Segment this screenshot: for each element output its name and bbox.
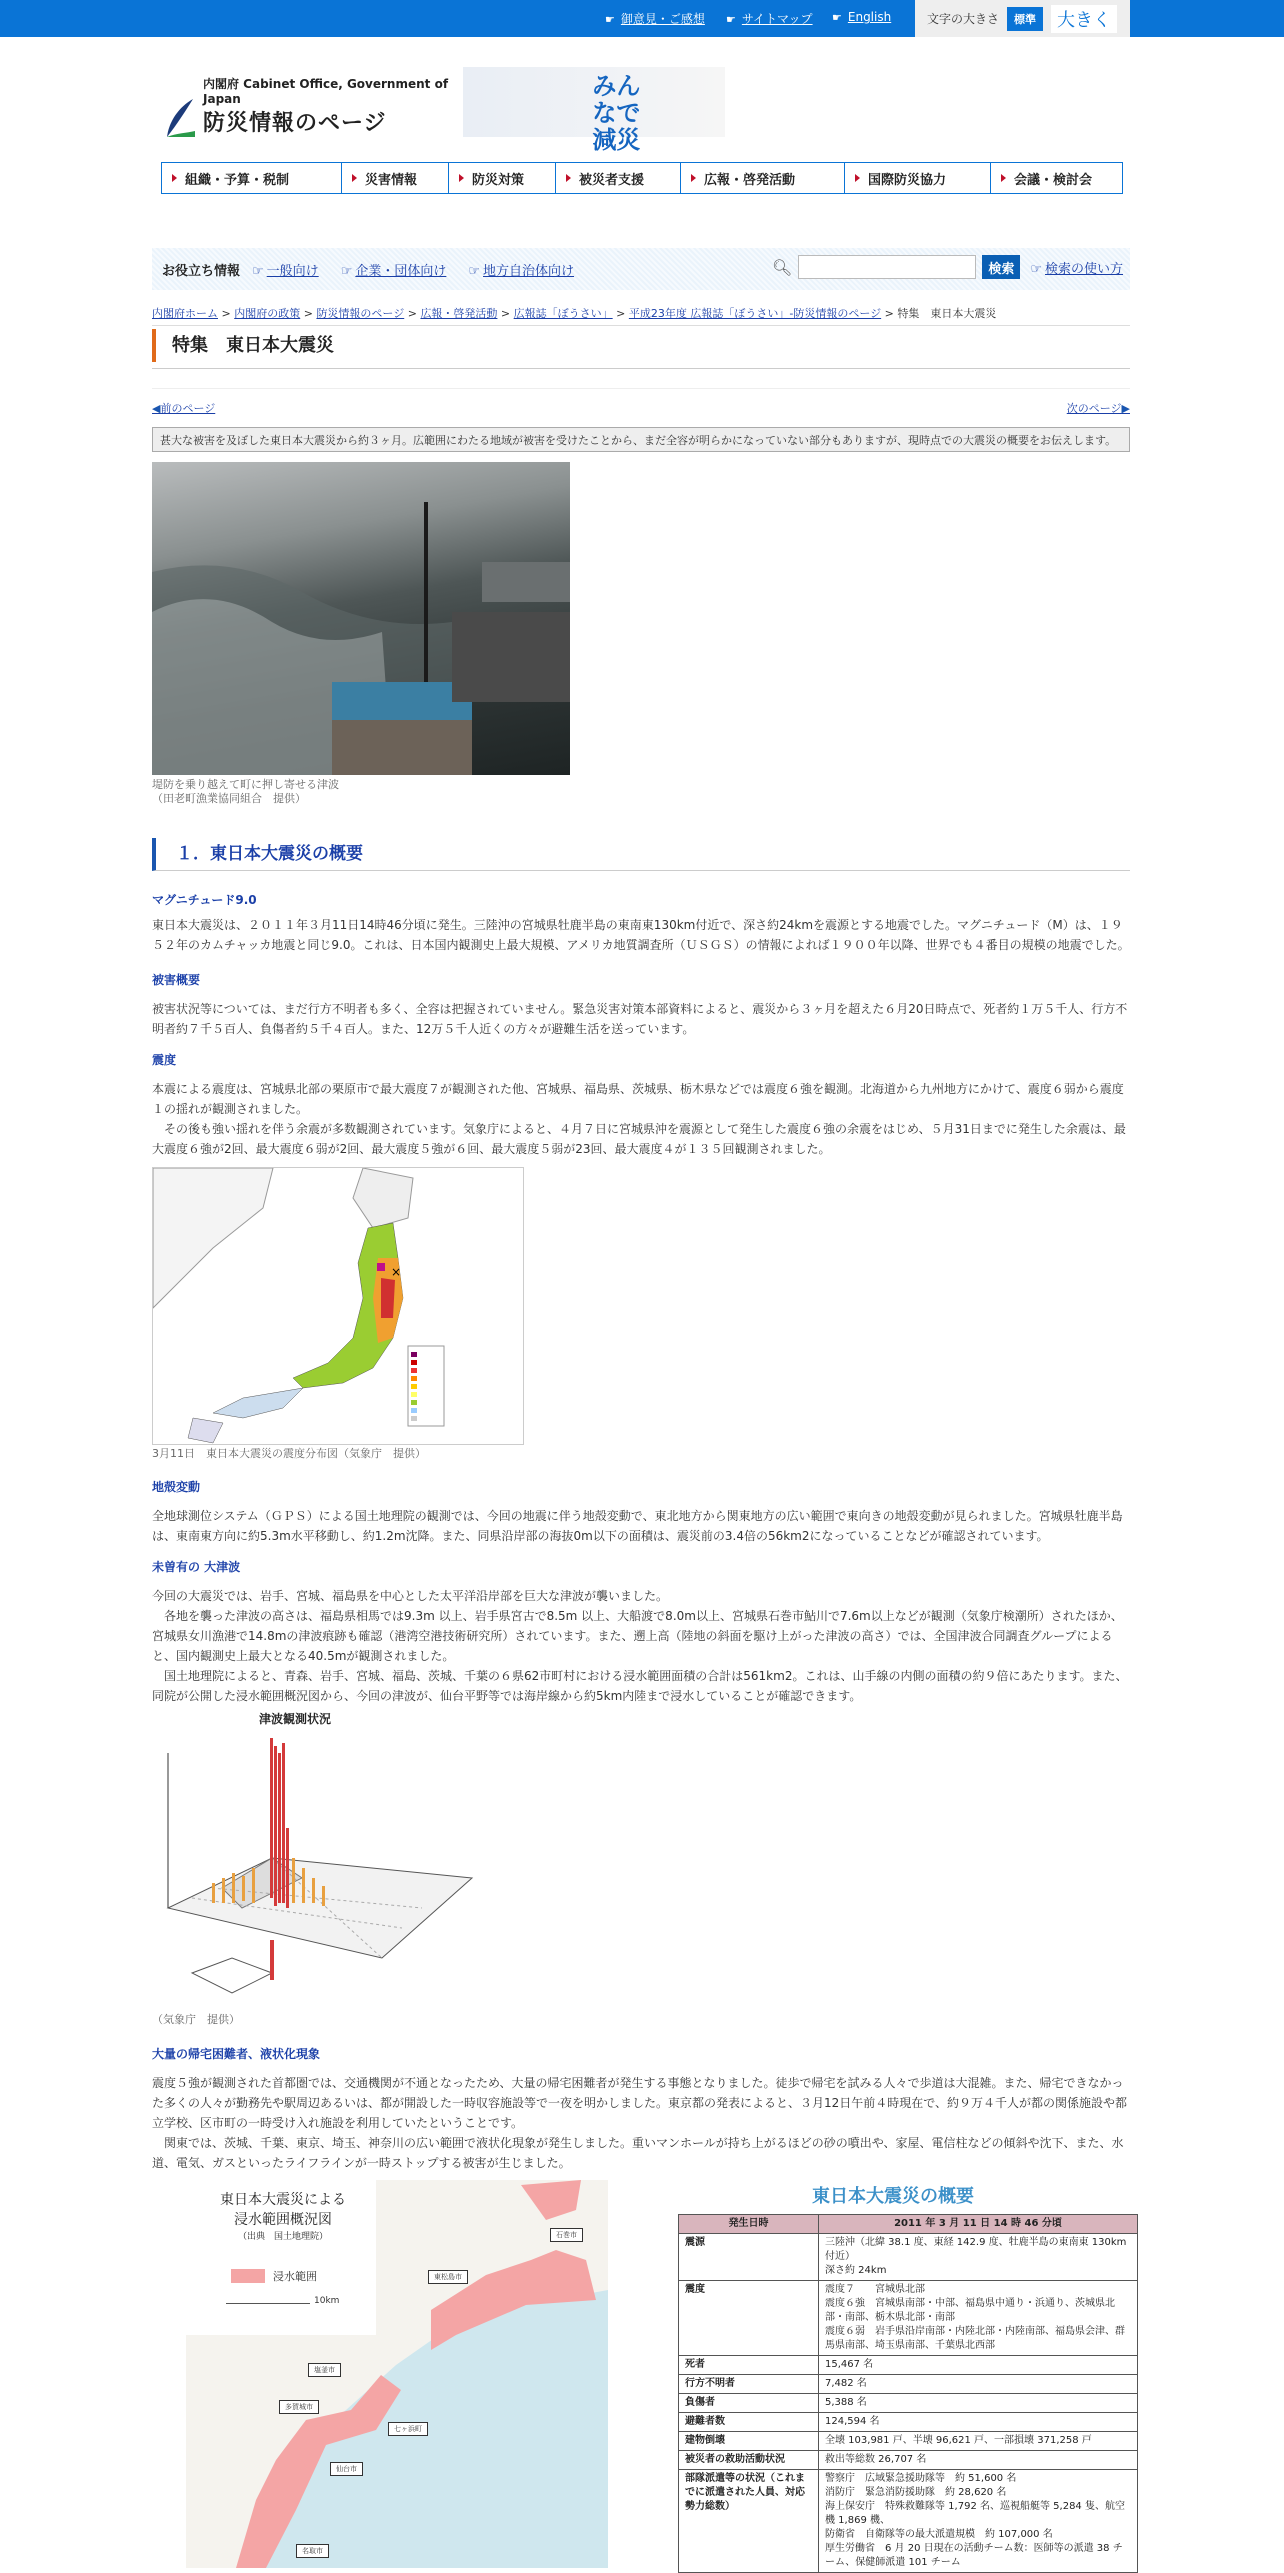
paragraph-damage <box>152 999 1130 1039</box>
table-key-cell: 被災者の救助活動状況 <box>679 2451 819 2470</box>
breadcrumb-link[interactable]: 内閣府の政策 <box>234 307 301 320</box>
subheading-magnitude: マグニチュード9.0 <box>152 893 257 907</box>
city-label: 東松島市 <box>428 2270 468 2284</box>
table-row <box>679 2432 1138 2451</box>
breadcrumb: 内閣府ホーム > 内閣府の政策 > 防災情報のページ > 広報・啓発活動 > 広報誌「ぼうさい」 > 平成23年度 広報誌「ぼうさい」-防災情報のページ > 特集 東日本大震災 <box>152 305 1130 326</box>
table-key-cell: 避難者数 <box>679 2413 819 2432</box>
paragraph-text: 国土地理院によると、青森、岩手、宮城、福島、茨城、千葉の６県62市町村における浸水範囲面積の合計は561km2。これは、山手線の内側の面積の約９倍にあたります。また、同院が公開した浸水範囲概況図から、今回の津波が、仙台平野等では海岸線から約5km内陸まで浸水していることが確認できます。 <box>152 1669 1128 1703</box>
site-logo[interactable] <box>165 65 725 154</box>
table-key-cell: 発生日時 <box>679 2215 819 2234</box>
table-key-cell: 行方不明者 <box>679 2375 819 2394</box>
flood-map-title: 東日本大震災による <box>220 2192 346 2208</box>
scale-label: 10km <box>314 2296 340 2306</box>
tsunami-chart-caption: （気象庁 提供） <box>152 2013 240 2026</box>
nav-organization[interactable]: 組織・予算・税制 <box>162 163 342 193</box>
cabinet-office-logo-icon <box>165 97 195 137</box>
logo-org: 内閣府 Cabinet Office, Government of Japan <box>203 77 449 106</box>
divider <box>152 368 1130 369</box>
sitemap-link[interactable]: ☛ サイトマップ <box>726 10 813 27</box>
overview-table-image <box>678 2180 1127 2573</box>
tsunami-chart-title: 津波観測状況 <box>259 1712 332 1726</box>
flood-legend-label: 浸水範囲 <box>273 2270 317 2283</box>
table-row <box>679 2375 1138 2394</box>
paragraph-stranded <box>152 2073 1130 2173</box>
arrow-right-icon: ▶ <box>1121 402 1130 415</box>
paragraph-text: 全地球測位システム（ＧＰＳ）による国土地理院の観測では、今回の地震に伴う地殻変動で、東北地方から関東地方の広い範囲で東向きの地殻変動が見られました。宮城県牡鹿半島は、東南東方向に約5.3m水平移動し、約1.2m沈降。また、同県沿岸部の海抜0m以下の面積は、震災前の3.4倍の56km2になっていることなどが確認されています。 <box>152 1509 1123 1543</box>
font-standard-button[interactable]: 標準 <box>1007 7 1043 31</box>
useful-info-bar <box>152 248 1130 290</box>
nav-meetings[interactable]: 会議・検討会 <box>991 163 1122 193</box>
prev-page-label: 前のページ <box>160 402 216 415</box>
flood-map-source: （出典 国土地理院） <box>237 2232 328 2242</box>
breadcrumb-link[interactable]: 広報・啓発活動 <box>420 307 498 320</box>
nav-prevention[interactable]: 防災対策 <box>449 163 556 193</box>
subheading-damage: 被害概要 <box>152 973 201 987</box>
paragraph-text: 東日本大震災は、２０１１年３月11日14時46分頃に発生。三陸沖の宮城県牡鹿半島の東南東130km付近で、深さ約24kmを震源とする地震でした。マグニチュード（M）は、１９５２年のカムチャッカ地震と同じ9.0。これは、日本国内観測史上最大規模、アメリカ地質調査所（ＵＳＧＳ）の情報によれば１９００年以降、世界でも４番目の規模の地震でした。 <box>152 918 1130 952</box>
font-large-button[interactable]: 大きく <box>1051 5 1117 33</box>
table-row <box>679 2413 1138 2432</box>
table-row <box>679 2281 1138 2356</box>
flood-map-legend <box>231 2268 317 2284</box>
photo-caption-credit: （田老町漁業協同組合 提供） <box>152 792 306 805</box>
seismic-intensity-map <box>152 1167 524 1445</box>
overview-table <box>678 2214 1138 2573</box>
paragraph-magnitude <box>152 915 1130 955</box>
city-label: 塩釜市 <box>308 2363 341 2377</box>
logo-illustration <box>463 67 725 154</box>
font-size-label: 文字の大きさ <box>927 12 1000 26</box>
nav-disaster-info[interactable]: 災害情報 <box>342 163 449 193</box>
search-button[interactable]: 検索 <box>982 255 1020 279</box>
table-value-cell: 2011 年 3 月 11 日 14 時 46 分頃 <box>819 2215 1138 2234</box>
table-value-cell: 7,482 名 <box>819 2375 1138 2394</box>
link-local-gov[interactable]: ☞ 地方自治体向け <box>468 260 574 279</box>
table-key-cell: 震度 <box>679 2281 819 2356</box>
subheading-tsunami: 未曽有の 大津波 <box>152 1560 241 1574</box>
photo-caption-line: 堤防を乗り越えて町に押し寄せる津波 <box>152 778 339 791</box>
search-area <box>772 255 1123 279</box>
paragraph-crustal <box>152 1506 1130 1546</box>
breadcrumb-link[interactable]: 広報誌「ぼうさい」 <box>513 307 613 320</box>
table-row <box>679 2356 1138 2375</box>
search-help-link[interactable]: ☞ 検索の使い方 <box>1030 258 1123 277</box>
city-label: 多賀城市 <box>279 2400 319 2414</box>
logo-title: 防災情報のページ <box>203 111 387 136</box>
useful-label: お役立ち情報 <box>162 263 241 279</box>
nav-international[interactable]: 国際防災協力 <box>845 163 991 193</box>
map-caption: 3月11日 東日本大震災の震度分布図（気象庁 提供） <box>152 1447 426 1460</box>
paragraph-text: その後も強い揺れを伴う余震が多数観測されています。気象庁によると、４月７日に宮城県沖を震源として発生した震度６強の余震をはじめ、５月31日までに発生した余震は、最大震度６強が2回、最大震度６弱が2回、最大震度５強が６回、最大震度５弱が23回、最大震度４が１３５回観測されました。 <box>152 1122 1126 1156</box>
prev-page-link[interactable] <box>152 400 215 416</box>
table-row <box>679 2451 1138 2470</box>
link-general[interactable]: ☞ 一般向け <box>252 260 319 279</box>
breadcrumb-current: 特集 東日本大震災 <box>897 307 997 320</box>
photo-caption <box>152 778 339 806</box>
overview-table-title: 東日本大震災の概要 <box>812 2186 974 2207</box>
subheading-crustal: 地殻変動 <box>152 1480 201 1494</box>
table-value-cell: 震度７ 宮城県北部 震度６強 宮城県南部・中部、福島県中通り・浜通り、茨城県北部・南部、栃木県北部・南部 震度６弱 岩手県沿岸南部・内陸北部・内陸南部、福島県会津、群馬県南部、埼玉県南部、千葉県北西部 <box>819 2281 1138 2356</box>
city-label: 七ヶ浜町 <box>388 2422 428 2436</box>
paragraph-text: 今回の大震災では、岩手、宮城、福島県を中心とした太平洋沿岸部を巨大な津波が襲いました。 <box>152 1589 669 1603</box>
city-label: 石巻市 <box>550 2228 583 2242</box>
paragraph-text: 本震による震度は、宮城県北部の栗原市で最大震度７が観測された他、宮城県、福島県、茨城県、栃木県などでは震度６強を観測。北海道から九州地方にかけて、震度６弱から震度１の揺れが観測されました。 <box>152 1082 1124 1116</box>
link-business[interactable]: ☞ 企業・団体向け <box>341 260 447 279</box>
table-row <box>679 2215 1138 2234</box>
paragraph-text: 各地を襲った津波の高さは、福島県相馬では9.3m 以上、岩手県宮古で8.5m 以上、大船渡で8.0m以上、宮城県石巻市鮎川で7.6m以上などが観測（気象庁検潮所）されたほか、宮城県女川漁港で14.8mの津波痕跡も確認（港湾空港技術研究所）されています。また、遡上高（陸地の斜面を駆け上がった津波の高さ）では、全国津波合同調査グループによると、国内観測史上最大となる40.5mが観測されました。 <box>152 1609 1123 1663</box>
table-value-cell: 15,467 名 <box>819 2356 1138 2375</box>
tsunami-observation-chart <box>152 1708 502 2008</box>
table-key-cell: 震源 <box>679 2234 819 2281</box>
section-heading: １．東日本大震災の概要 <box>152 838 1130 871</box>
table-row <box>679 2234 1138 2281</box>
english-link[interactable]: ☛ English <box>832 10 891 24</box>
tsunami-photo <box>152 462 570 775</box>
table-value-cell: 124,594 名 <box>819 2413 1138 2432</box>
table-value-cell: 警察庁 広域緊急援助隊等 約 51,600 名 消防庁 緊急消防援助隊 約 28,620 名 海上保安庁 特殊救難隊等 1,792 名、巡視船艇等 5,284 隻、航空機 1,869 機、 防衛省 自衛隊等の最大派遣規模 約 107,000 名 厚生労働省 6 月 20 日現在の活動チーム数：医師等の派遣 38 チーム、保健師派遣 101 チーム <box>819 2470 1138 2573</box>
subheading-intensity: 震度 <box>152 1053 177 1067</box>
subheading-stranded: 大量の帰宅困難者、液状化現象 <box>152 2047 321 2061</box>
divider <box>152 388 1130 389</box>
paragraph-text: 関東では、茨城、千葉、東京、埼玉、神奈川の広い範囲で液状化現象が発生しました。重いマンホールが持ち上がるほどの砂の噴出や、家屋、電信柱などの傾斜や沈下、また、水道、電気、ガスといったライフラインが一時ストップする被害が生じました。 <box>152 2136 1124 2170</box>
arrow-left-icon: ◀ <box>152 402 161 415</box>
table-key-cell: 死者 <box>679 2356 819 2375</box>
paragraph-text: 被害状況等については、まだ行方不明者も多く、全容は把握されていません。緊急災害対策本部資料によると、震災から３ヶ月を超えた６月20日時点で、死者約１万５千人、行方不明者約７千５百人、負傷者約５千４百人。また、12万５千人近くの方々が避難生活を送っています。 <box>152 1002 1128 1036</box>
flood-area-map <box>186 2180 608 2568</box>
feedback-link[interactable]: ☛ 御意見・ご感想 <box>605 10 705 27</box>
search-input[interactable] <box>798 255 976 279</box>
table-key-cell: 負傷者 <box>679 2394 819 2413</box>
table-row <box>679 2394 1138 2413</box>
table-value-cell: 5,388 名 <box>819 2394 1138 2413</box>
next-page-label: 次のページ <box>1066 402 1122 415</box>
flood-map-title: 浸水範囲概況図 <box>234 2212 332 2228</box>
table-key-cell: 建物倒壊 <box>679 2432 819 2451</box>
lead-summary: 甚大な被害を及ぼした東日本大震災から約３ヶ月。広範囲にわたる地域が被害を受けたことから、まだ全容が明らかになっていない部分もありますが、現時点での大震災の概要をお伝えします。 <box>152 427 1130 452</box>
nav-public-relations[interactable]: 広報・啓発活動 <box>681 163 845 193</box>
logo-slogan: みんなで減災 <box>592 72 641 154</box>
breadcrumb-link[interactable]: 防災情報のページ <box>316 307 405 320</box>
flood-map-scale <box>226 2296 339 2306</box>
table-value-cell: 三陸沖（北緯 38.1 度、東経 142.9 度、牡鹿半島の東南東 130km付近） 深さ約 24km <box>819 2234 1138 2281</box>
table-row <box>679 2470 1138 2573</box>
paragraph-intensity <box>152 1079 1130 1159</box>
font-size-switcher <box>915 0 1130 37</box>
table-key-cell: 部隊派遣等の状況（これまでに派遣された人員、対応勢力総数） <box>679 2470 819 2573</box>
main-nav <box>161 162 1123 194</box>
city-label: 仙台市 <box>330 2462 363 2476</box>
breadcrumb-link[interactable]: 内閣府ホーム <box>152 307 218 320</box>
paragraph-tsunami <box>152 1586 1130 1706</box>
svg-text:×: × <box>391 1265 402 1279</box>
search-icon: 🔍︎ <box>772 257 793 277</box>
page-title: 特集 東日本大震災 <box>152 329 334 362</box>
table-value-cell: 救出等総数 26,707 名 <box>819 2451 1138 2470</box>
table-value-cell: 全壊 103,981 戸、半壊 96,621 戸、一部損壊 371,258 戸 <box>819 2432 1138 2451</box>
paragraph-text: 震度５強が観測された首都圏では、交通機関が不通となったため、大量の帰宅困難者が発生する事態となりました。徒歩で帰宅を試みる人々で歩道は大混雑。また、帰宅できなかった多くの人々が勤務先や駅周辺あるいは、都が開設した一時収容施設等で一夜を明かしました。東京都の発表によると、３月12日午前４時現在で、約９万４千人が都の関係施設や都立学校、区市町の一時受け入れ施設を利用していたということです。 <box>152 2076 1128 2130</box>
breadcrumb-link[interactable]: 平成23年度 広報誌「ぼうさい」-防災情報のページ <box>628 307 882 320</box>
city-label: 名取市 <box>296 2544 329 2558</box>
nav-victim-support[interactable]: 被災者支援 <box>556 163 681 193</box>
next-page-link[interactable] <box>1067 400 1130 416</box>
flood-legend-swatch <box>231 2269 265 2283</box>
